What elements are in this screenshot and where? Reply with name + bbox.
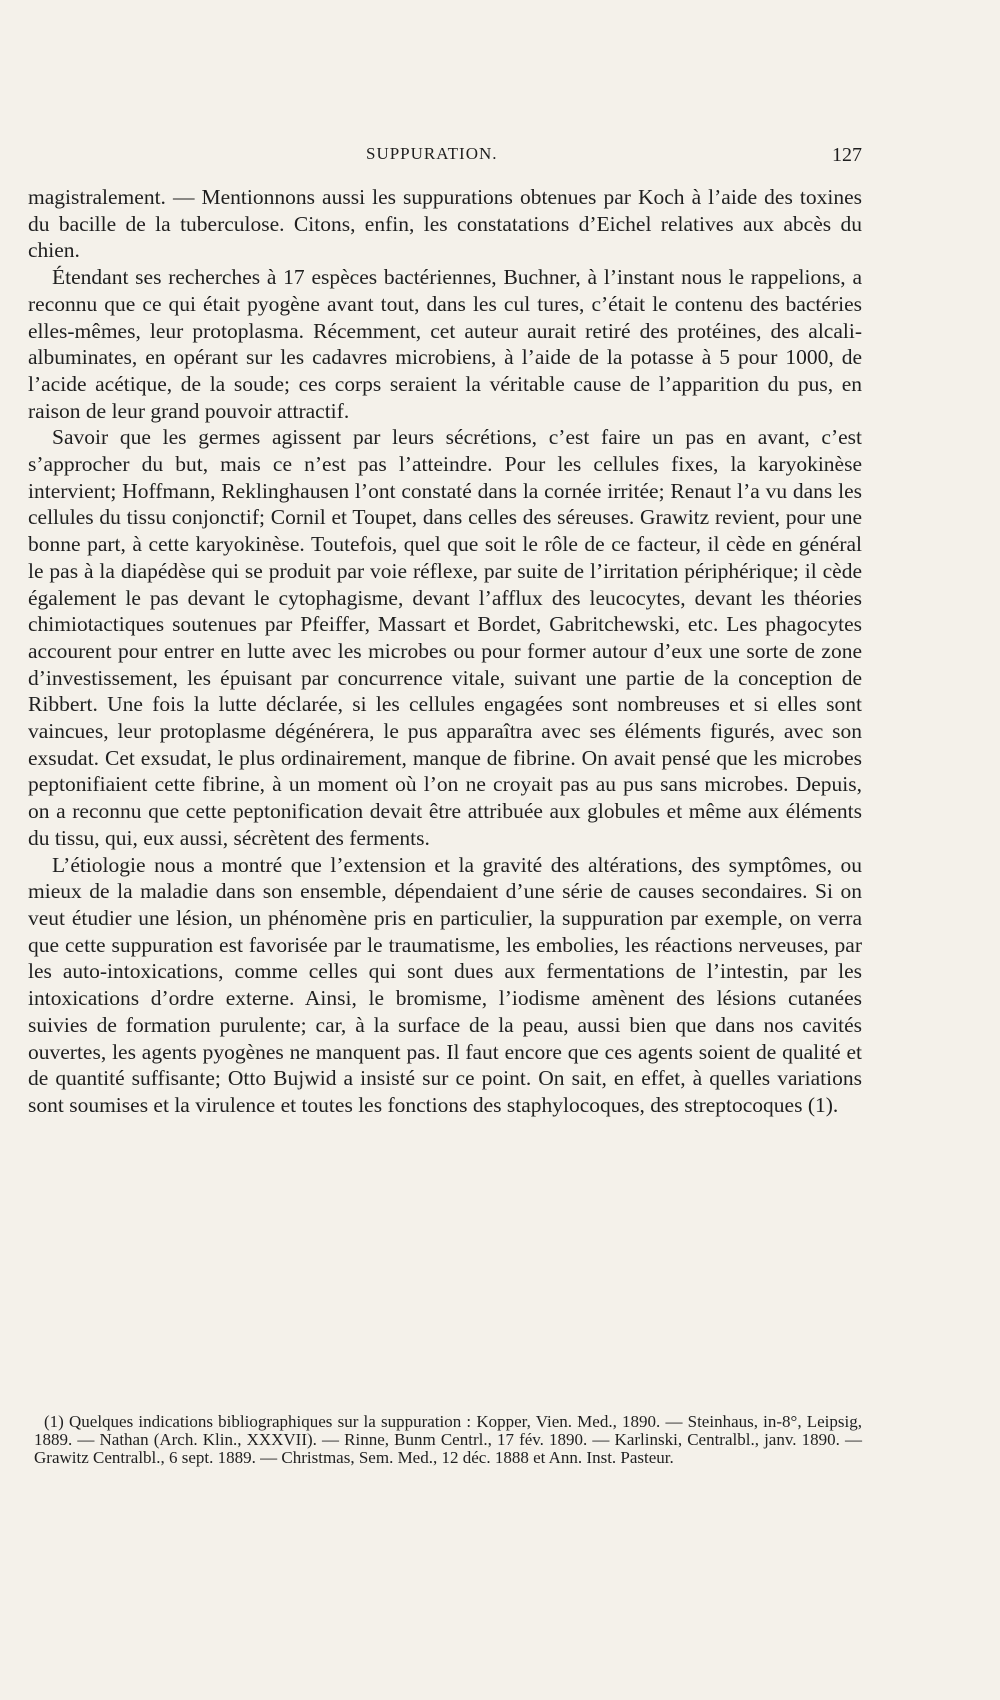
page-header bbox=[28, 140, 862, 172]
paragraph-3: Savoir que les germes agissent par leurs sécrétions, c’est faire un pas en avant, c’est s’approcher du but, mais ce n’est pas l’atteindre. Pour les cellules fixes, la karyokinèse intervient; Hoffmann, Reklinghausen l’ont constaté dans la cornée irritée; Renaut l’a vu dans les cellules du tissu conjonctif; Cornil et Toupet, dans celles des séreuses. Grawitz revient, pour une bonne part, à cette karyokinèse. Toutefois, quel que soit le rôle de ce facteur, il cède en général le pas à la diapédèse qui se produit par voie réflexe, par suite de l’irritation périphérique; il cède également le pas devant le cytophagisme, devant l’afflux des leucocytes, devant les théories chimiotactiques soutenues par Pfeiffer, Massart et Bordet, Gabritchewski, etc. Les phagocytes accourent pour entrer en lutte avec les microbes ou pour former autour d’eux une sorte de zone d’investissement, les épuisant par concurrence vitale, suivant une partie de la conception de Ribbert. Une fois la lutte déclarée, si les cellules engagées sont nombreuses et si elles sont vaincues, leur protoplasme dégénérera, le pus apparaîtra avec ses éléments figurés, avec son exsudat. Cet exsudat, le plus ordinairement, manque de fibrine. On avait pensé que les microbes peptonifiaient cette fibrine, à un moment où l’on ne croyait pas au pus sans microbes. Depuis, on a reconnu que cette peptonification devait être attribuée aux globules et même aux éléments du tissu, qui, eux aussi, sécrètent des ferments. bbox=[28, 425, 862, 850]
paragraph-2: Étendant ses recherches à 17 espèces bactériennes, Buchner, à l’instant nous le rappelions, a reconnu que ce qui était pyogène avant tout, dans les cul tures, c’était le contenu des bactéries elles-mêmes, leur protoplasma. Récemment, cet auteur aurait retiré des protéines, des alcali-albuminates, en opérant sur les cadavres microbiens, à l’aide de la potasse à 5 pour 1000, de l’acide acétique, de la soude; ces corps seraient la véritable cause de l’apparition du pus, en raison de leur grand pouvoir attractif. bbox=[28, 265, 862, 423]
paragraph-4: L’étiologie nous a montré que l’extension et la gravité des altérations, des symptômes, ou mieux de la maladie dans son ensemble, dépendaient d’une série de causes secondaires. Si on veut étudier une lésion, un phénomène pris en particulier, la suppuration par exemple, on verra que cette suppuration est favorisée par le traumatisme, les embolies, les réactions nerveuses, par les auto-intoxications, comme celles qui sont dues aux fermentations de l’intestin, par les intoxications d’ordre externe. Ainsi, le bromisme, l’iodisme amènent des lésions cutanées suivies de formation purulente; car, à la surface de la peau, aussi bien que dans nos cavités ouvertes, les agents pyogènes ne manquent pas. Il faut encore que ces agents soient de qualité et de quantité suffisante; Otto Bujwid a insisté sur ce point. On sait, en effet, à quelles variations sont soumises et la virulence et toutes les fonctions des staphylocoques, des streptocoques (1). bbox=[28, 852, 862, 1117]
footnote-block bbox=[34, 1413, 862, 1467]
page-number: 127 bbox=[832, 144, 862, 166]
main-text bbox=[28, 184, 862, 1119]
running-head: SUPPURATION. bbox=[366, 144, 498, 163]
footnote-1: (1) Quelques indications bibliographiques sur la suppuration : Kopper, Vien. Med., 1890. — Steinhaus, in-8°, Leipsig, 1889. — Nathan (Arch. Klin., XXXVII). — Rinne, Bunm Centrl., 17 fév. 1890. — Karlinski, Centralbl., janv. 1890. — Grawitz Centralbl., 6 sept. 1889. — Christmas, Sem. Med., 12 déc. 1888 et Ann. Inst. Pasteur. bbox=[34, 1412, 862, 1467]
paragraph-1: magistralement. — Mentionnons aussi les suppurations obtenues par Koch à l’aide des toxines du bacille de la tuberculose. Citons, enfin, les constatations d’Eichel relatives aux abcès du chien. bbox=[28, 185, 862, 263]
